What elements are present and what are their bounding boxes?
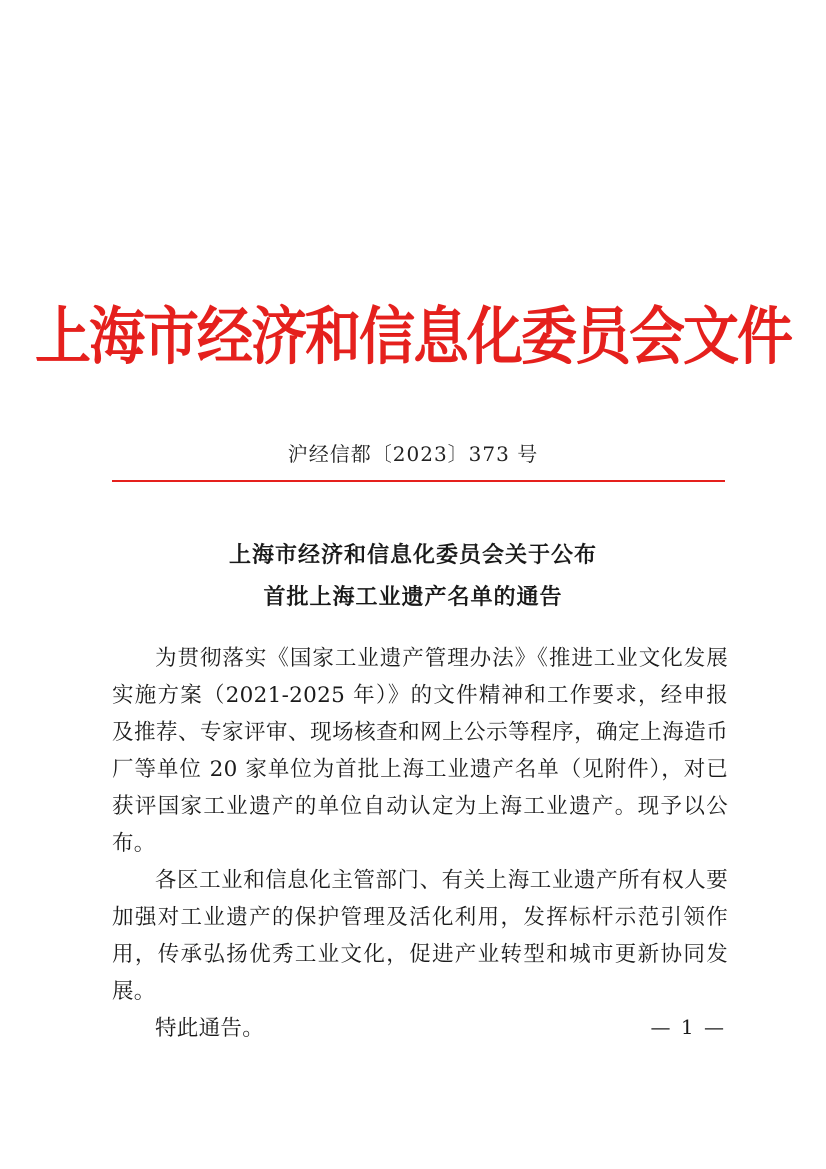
- notice-title-line-2: 首批上海工业遗产名单的通告: [263, 584, 563, 610]
- issuing-authority-masthead: 上海市经济和信息化委员会文件: [35, 299, 791, 374]
- red-separator-line: [112, 480, 725, 482]
- notice-title-line-1: 上海市经济和信息化委员会关于公布: [228, 542, 597, 568]
- page-number: — 1 —: [650, 1015, 726, 1039]
- body-paragraph-1: 为贯彻落实《国家工业遗产管理办法》《推进工业文化发展实施方案（2021-2025 年）》的文件精神和工作要求，经申报及推荐、专家评审、现场核查和网上公示等程序，确定上海造币厂等单位 20 家单位为首批上海工业遗产名单（见附件），对已获评国家工业遗产的单位自动认定为上海工业遗产。现予以公布。: [112, 646, 728, 856]
- notice-title: [0, 534, 826, 618]
- body-paragraph-2: 各区工业和信息化主管部门、有关上海工业遗产所有权人要加强对工业遗产的保护管理及活化利用，发挥标杆示范引领作用，传承弘扬优秀工业文化，促进产业转型和城市更新协同发展。: [112, 868, 728, 1004]
- document-number: 沪经信都〔2023〕373 号: [287, 442, 539, 466]
- notice-body: [112, 640, 728, 1047]
- body-paragraph-3: 特此通告。: [155, 1016, 265, 1041]
